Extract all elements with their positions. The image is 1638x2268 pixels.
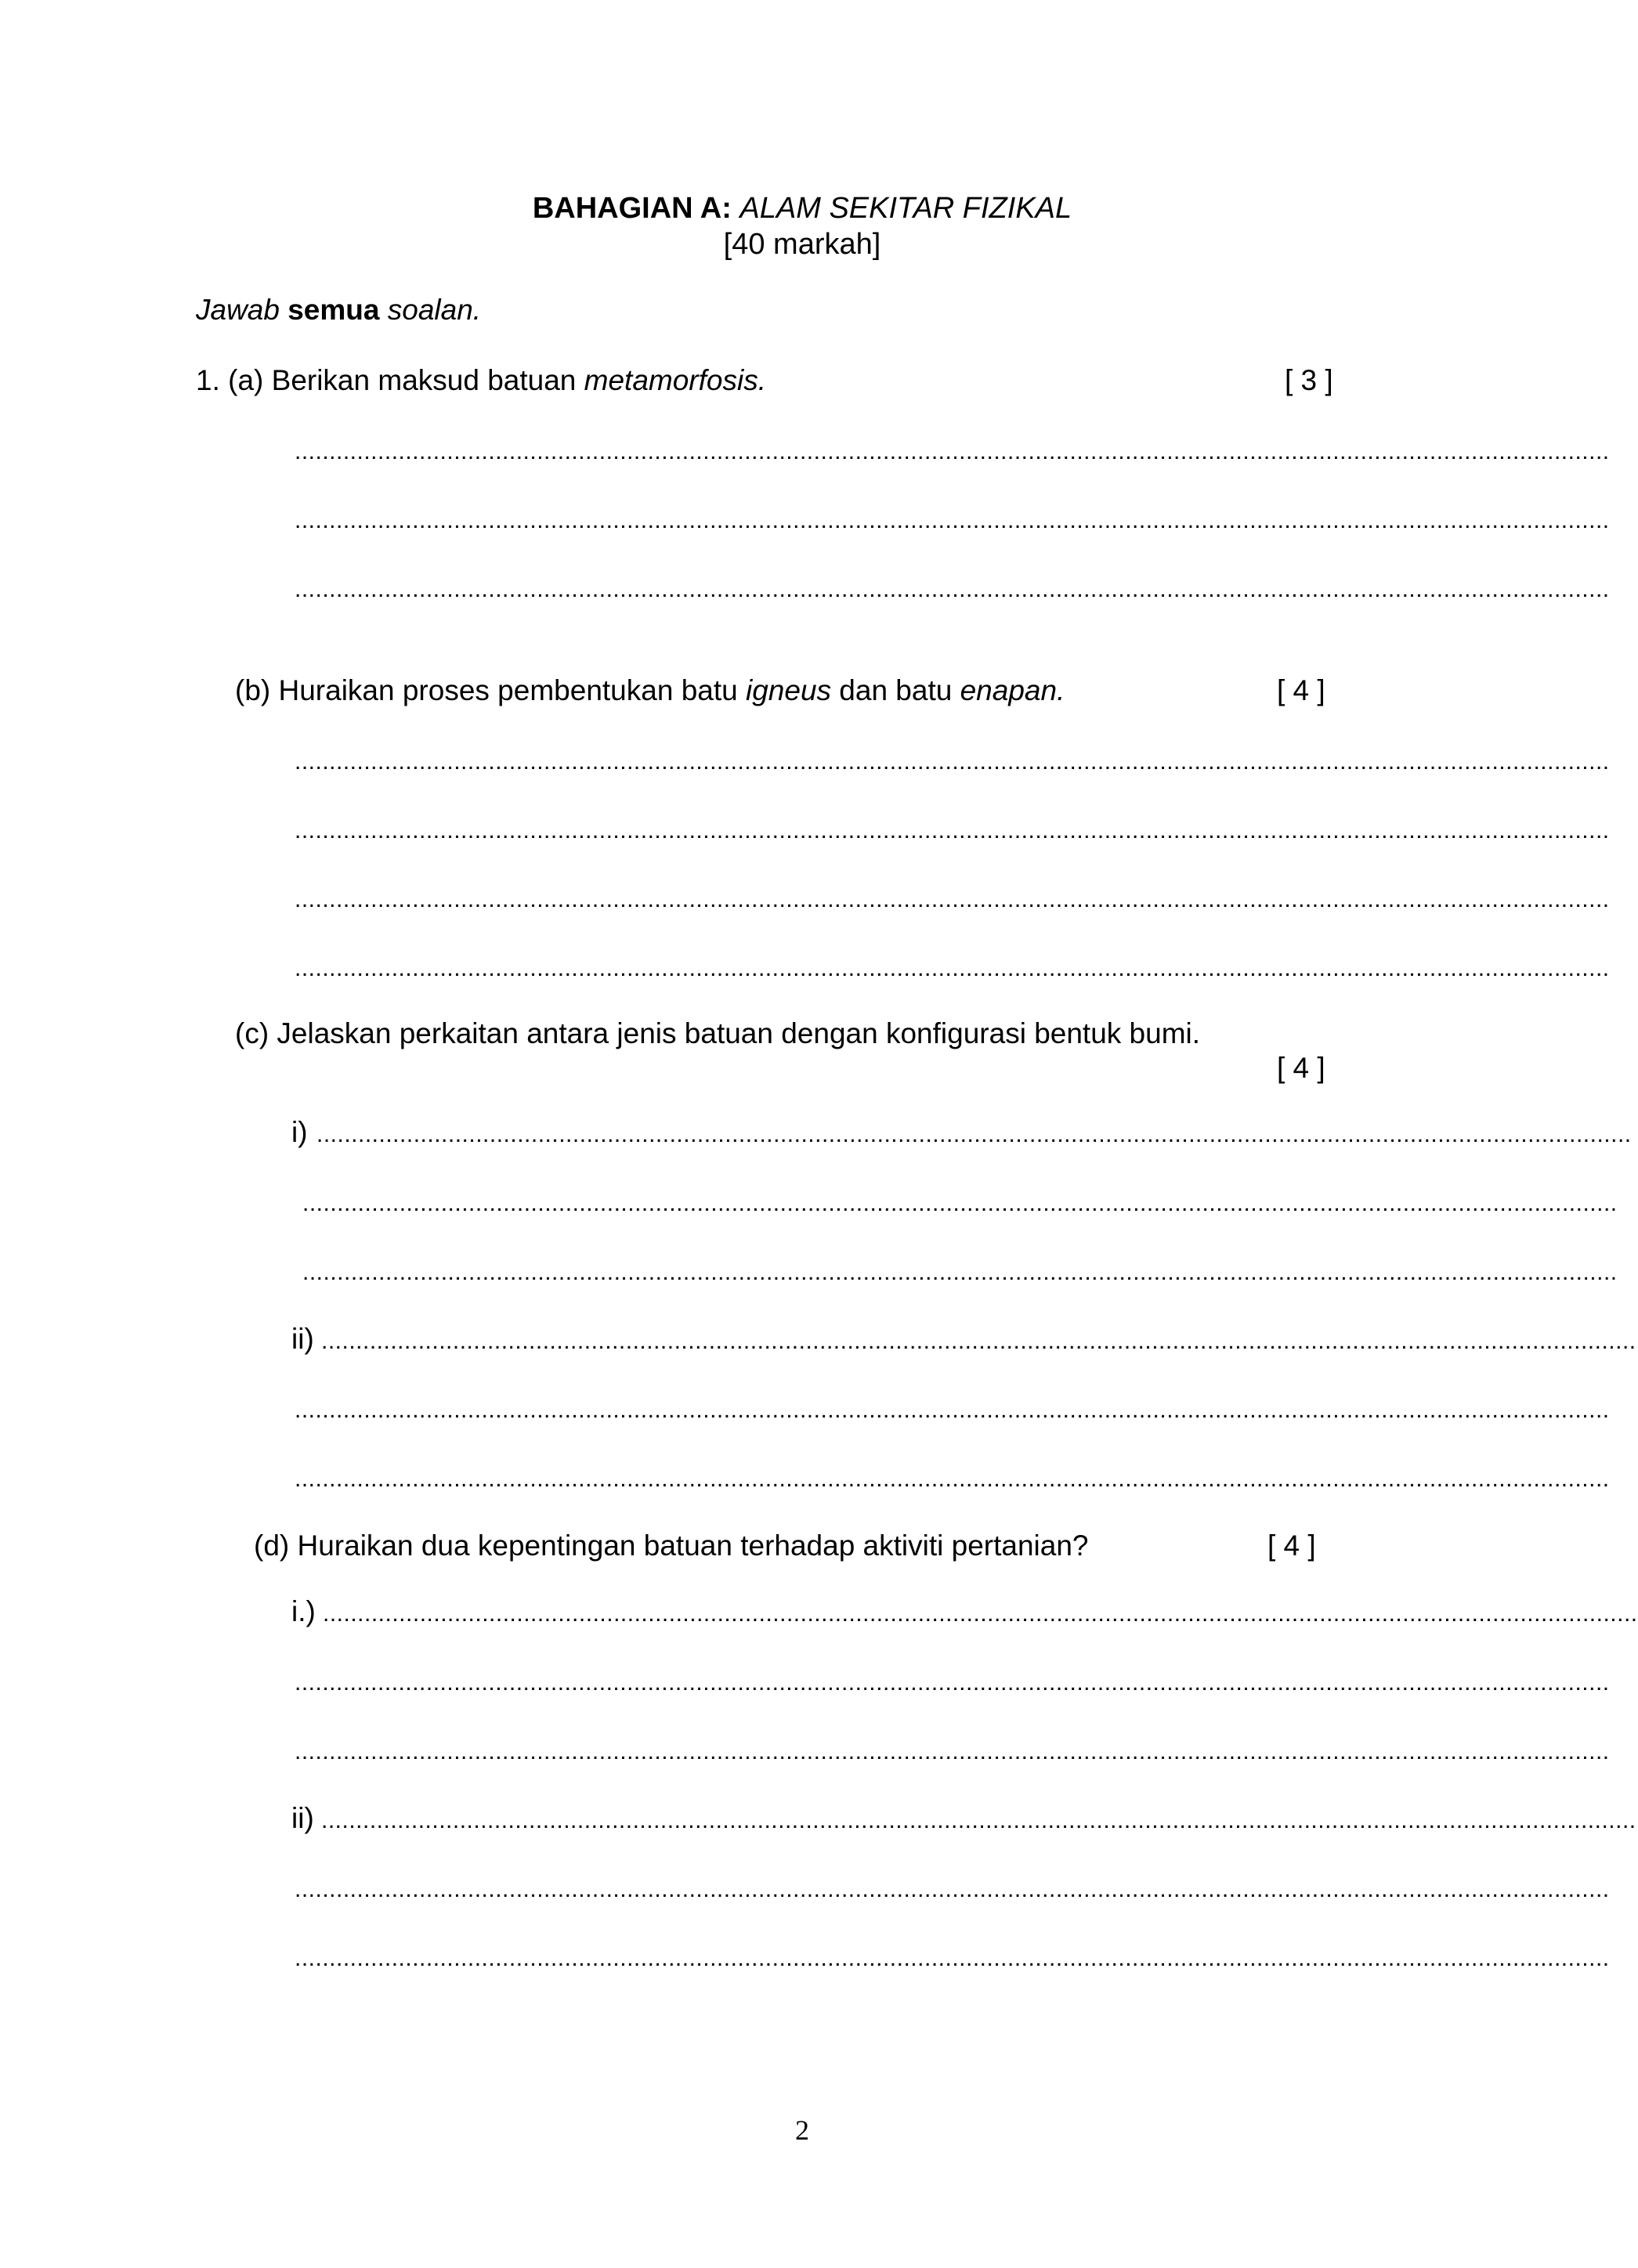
answer-line-1d-ii-3[interactable]: ..............................................................................................................................................................................................: [295, 1945, 1610, 1971]
question-1c-label-ii: ii): [291, 1323, 314, 1355]
question-1b-text: (b) Huraikan proses pembentukan batu: [235, 674, 738, 706]
answer-line-1c-i-3[interactable]: ..............................................................................................................................................................................................: [302, 1259, 1618, 1285]
question-1b: [235, 674, 1065, 708]
question-1b-marks: [ 4 ]: [1277, 674, 1325, 706]
question-1b-italic1: igneus: [745, 674, 832, 706]
question-1b-middle: dan batu: [839, 674, 953, 706]
answer-line-1c-ii-3[interactable]: ..............................................................................................................................................................................................: [295, 1466, 1610, 1492]
answer-line-1c-ii-1[interactable]: ..............................................................................................................................................................................................: [321, 1328, 1636, 1354]
question-1d-text: (d) Huraikan dua kepentingan batuan terhadap aktiviti pertanian?: [254, 1529, 1089, 1562]
section-title-bold: BAHAGIAN A:: [532, 192, 732, 225]
question-1b-italic2: enapan.: [960, 674, 1065, 706]
question-1c-text: (c) Jelaskan perkaitan antara jenis batuan dengan konfigurasi bentuk bumi.: [235, 1017, 1201, 1049]
answer-line-1c-ii-2[interactable]: ..............................................................................................................................................................................................: [295, 1397, 1610, 1423]
answer-line-1b-3[interactable]: ..............................................................................................................................................................................................: [295, 887, 1610, 912]
answer-line-1b-2[interactable]: ..............................................................................................................................................................................................: [295, 818, 1610, 843]
question-1c-marks: [ 4 ]: [1277, 1052, 1325, 1084]
section-marks: [40 markah]: [723, 228, 881, 261]
section-title-italic: ALAM SEKITAR FIZIKAL: [739, 192, 1072, 225]
instruction-part2: semua: [287, 294, 380, 326]
answer-line-1a-2[interactable]: ..............................................................................................................................................................................................: [295, 507, 1610, 533]
question-1a-italic: metamorfosis.: [584, 364, 766, 396]
answer-line-1d-i-1[interactable]: ..............................................................................................................................................................................................: [323, 1601, 1638, 1627]
answer-line-1d-ii-2[interactable]: ..............................................................................................................................................................................................: [295, 1876, 1610, 1902]
section-title: [0, 191, 1604, 226]
answer-line-1b-1[interactable]: ..............................................................................................................................................................................................: [295, 749, 1610, 775]
answer-line-1a-1[interactable]: ..............................................................................................................................................................................................: [295, 439, 1610, 464]
page-number: 2: [795, 2115, 809, 2146]
answer-line-1b-4[interactable]: ..............................................................................................................................................................................................: [295, 955, 1610, 981]
answer-line-1c-i-1[interactable]: ..............................................................................................................................................................................................: [316, 1121, 1632, 1147]
instruction-part3: soalan.: [387, 294, 482, 326]
question-1a-marks: [ 3 ]: [1285, 364, 1333, 396]
question-1a-text: 1. (a) Berikan maksud batuan: [196, 364, 577, 396]
question-1d-label-i: i.): [291, 1595, 316, 1627]
question-1c-label-i: i): [291, 1116, 308, 1148]
instruction: [196, 293, 481, 327]
answer-line-1c-i-2[interactable]: ..............................................................................................................................................................................................: [302, 1190, 1618, 1216]
question-1a: [196, 363, 766, 398]
question-1d-label-ii: ii): [291, 1802, 314, 1834]
answer-line-1d-i-2[interactable]: ..............................................................................................................................................................................................: [295, 1670, 1610, 1696]
answer-line-1d-ii-1[interactable]: ..............................................................................................................................................................................................: [321, 1808, 1636, 1833]
question-1d-marks: [ 4 ]: [1267, 1529, 1316, 1562]
answer-line-1a-3[interactable]: ..............................................................................................................................................................................................: [295, 576, 1610, 602]
instruction-part1: Jawab: [196, 294, 280, 326]
answer-line-1d-i-3[interactable]: ..............................................................................................................................................................................................: [295, 1739, 1610, 1764]
